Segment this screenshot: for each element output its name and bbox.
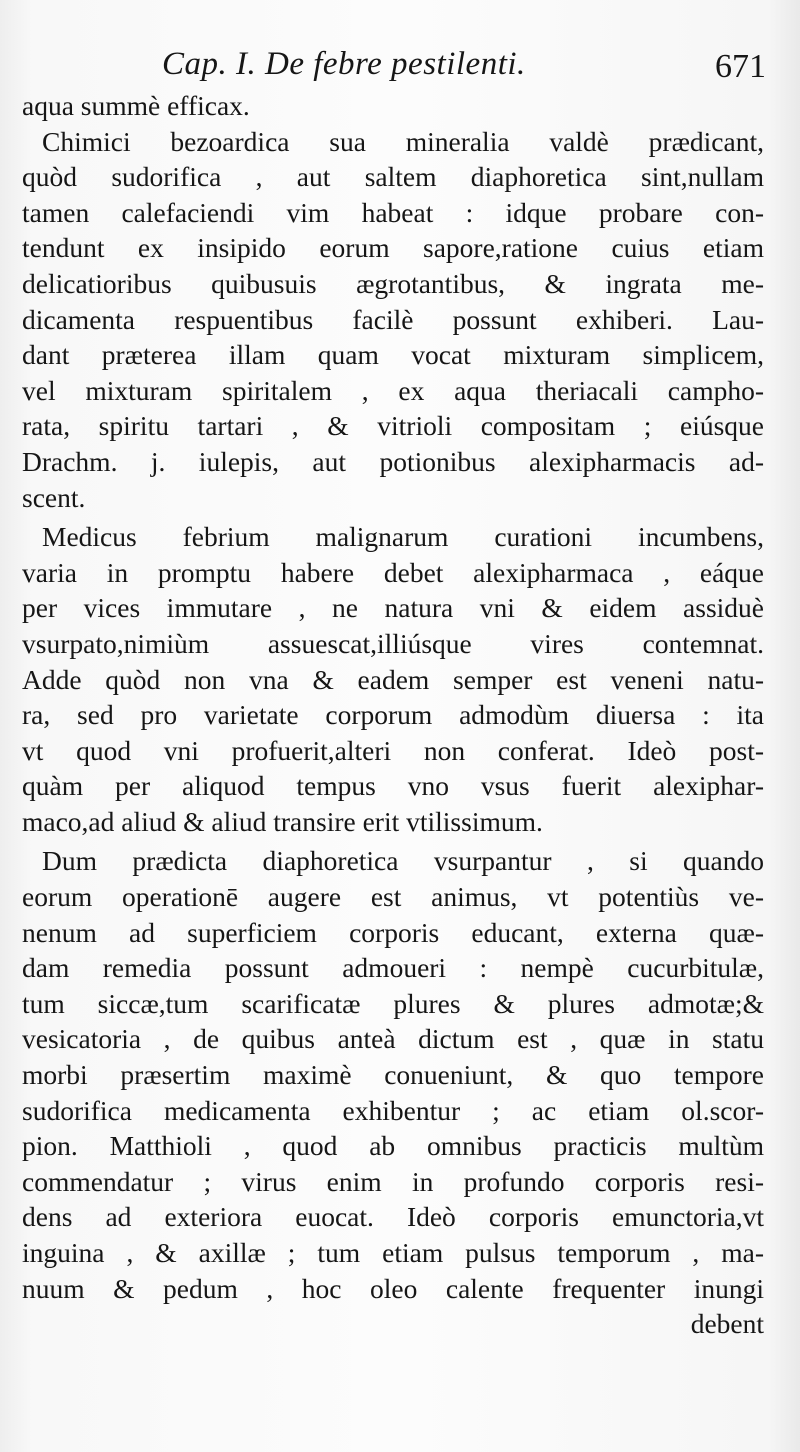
text-line: Adde quòd non vna & eadem semper est veneni natu- <box>22 663 764 695</box>
running-head <box>150 40 780 94</box>
text-line: dicamenta respuentibus facilè possunt exhiberi. Lau- <box>22 303 764 335</box>
text-line: delicatioribus quibusuis ægrotantibus, & ingrata me- <box>22 267 764 299</box>
text-line: eorum operationē augere est animus, vt potentiùs ve- <box>22 881 764 913</box>
text-line: Medicus febrium malignarum curationi incumbens, <box>42 521 764 553</box>
text-line: tendunt ex insipido eorum sapore,ratione cuius etiam <box>22 232 764 264</box>
chapter-title: Cap. I. De febre pestilenti. <box>162 46 526 82</box>
text-line: tamen calefaciendi vim habeat : idque probare con- <box>22 196 764 228</box>
text-line: quòd sudorifica , aut saltem diaphoretica sint,nullam <box>22 161 764 193</box>
text-line: vesicatoria , de quibus anteà dictum est , quæ in statu <box>22 1023 764 1055</box>
text-line: ra, sed pro varietate corporum admodùm diuersa : ita <box>22 699 764 731</box>
text-line: vt quod vni profuerit,alteri non conferat. Ideò post- <box>22 734 764 766</box>
text-line: quàm per aliquod tempus vno vsus fuerit alexiphar- <box>22 770 764 802</box>
text-line: vsurpato,nimiùm assuescat,illiúsque vires contemnat. <box>22 627 764 659</box>
body-text <box>22 88 764 1342</box>
text-line: commendatur ; virus enim in profundo corporis resi- <box>22 1165 764 1197</box>
text-line: dens ad exteriora euocat. Ideò corporis emunctoria,vt <box>22 1201 764 1233</box>
text-line: pion. Matthioli , quod ab omnibus practicis multùm <box>22 1130 764 1162</box>
text-line: scent. <box>22 481 86 513</box>
text-line: dant præterea illam quam vocat mixturam simplicem, <box>22 339 764 371</box>
text-line: nuum & pedum , hoc oleo calente frequenter inungi <box>22 1272 764 1304</box>
catchword: debent <box>690 1308 764 1340</box>
text-line: dam remedia possunt admoueri : nempè cucurbitulæ, <box>22 952 764 984</box>
text-line: per vices immutare , ne natura vni & eidem assiduè <box>22 592 764 624</box>
text-line: rata, spiritu tartari , & vitrioli compositam ; eiúsque <box>22 410 764 442</box>
text-line: sudorifica medicamenta exhibentur ; ac etiam ol.scor- <box>22 1094 764 1126</box>
text-line: varia in promptu habere debet alexipharmaca , eáque <box>22 556 764 588</box>
text-line: Chimici bezoardica sua mineralia valdè prædicant, <box>42 125 764 157</box>
text-line: maco,ad aliud & aliud transire erit vtilissimum. <box>22 805 543 837</box>
text-line: aqua summè efficax. <box>22 90 250 121</box>
text-line: morbi præsertim maximè conueniunt, & quo tempore <box>22 1059 764 1091</box>
text-line: Dum prædicta diaphoretica vsurpantur , si quando <box>42 845 764 877</box>
text-line: vel mixturam spiritalem , ex aqua theriacali campho- <box>22 374 764 406</box>
text-line: Drachm. j. iulepis, aut potionibus alexipharmacis ad- <box>22 445 764 477</box>
page-number: 671 <box>715 48 766 85</box>
text-line: inguina , & axillæ ; tum etiam pulsus temporum , ma- <box>22 1237 764 1268</box>
text-line: nenum ad superficiem corporis educant, externa quæ- <box>22 916 764 948</box>
text-line: tum siccæ,tum scarificatæ plures & plures admotæ;& <box>22 987 764 1019</box>
